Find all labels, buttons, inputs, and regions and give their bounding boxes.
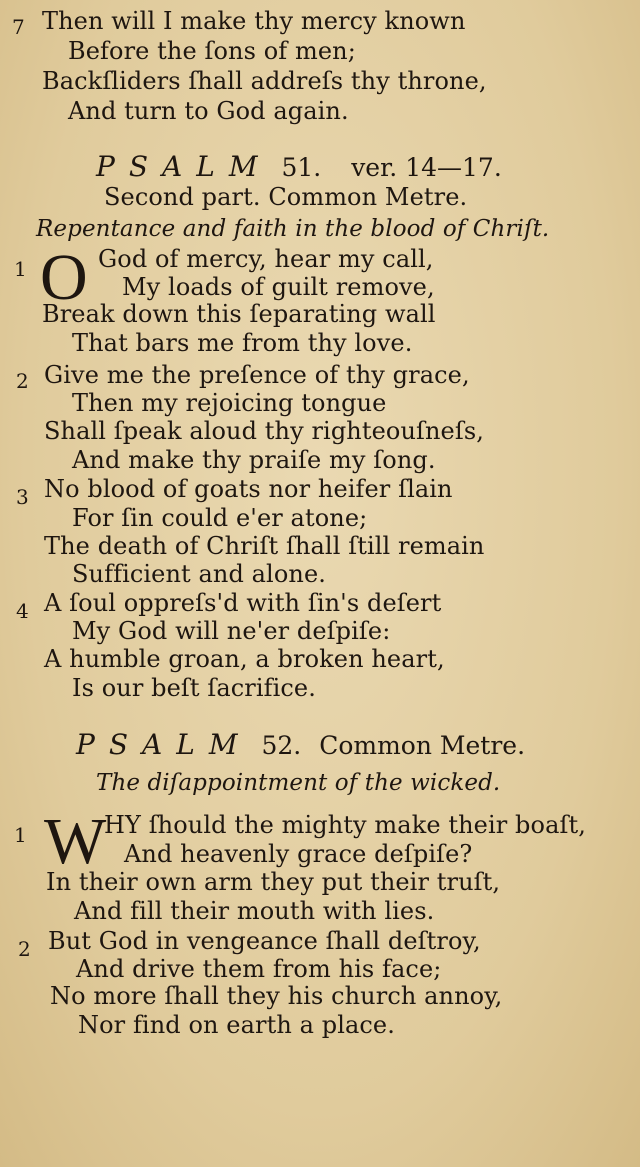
psalm-theme: The diſappointment of the wicked. [96, 770, 501, 796]
verse-line: That bars me from thy love. [72, 329, 413, 357]
verse-line: Break down this ſeparating wall [42, 300, 436, 328]
verse-line: Sufficient and alone. [72, 560, 326, 588]
verse-line: A ſoul oppreſs'd with ſin's deſert [44, 589, 442, 617]
psalm-heading [96, 152, 502, 183]
verse-line: A humble groan, a broken heart, [44, 645, 445, 673]
verse-line: Then my rejoicing tongue [72, 389, 387, 417]
psalm-heading [76, 730, 525, 761]
verse-line: My loads of guilt remove, [122, 273, 435, 301]
verse-line: And fill their mouth with lies. [74, 897, 435, 925]
drop-cap: O [40, 241, 88, 314]
stanza-number: 4 [16, 599, 29, 623]
verse-line: The death of Chriſt ſhall ſtill remain [44, 532, 485, 560]
stanza-number: 3 [16, 485, 29, 509]
stanza-number: 1 [14, 257, 27, 281]
verse-line: Give me the preſence of thy grace, [44, 361, 470, 389]
drop-cap: W [44, 805, 105, 878]
verse-line: Is our beſt ſacrifice. [72, 674, 316, 702]
verse-line: In their own arm they put their truſt, [46, 868, 501, 896]
psalm-subtitle: Common Metre. [319, 731, 526, 760]
verse-line: No more ſhall they his church annoy, [50, 982, 503, 1010]
verse-line: My God will ne'er deſpiſe: [72, 617, 391, 645]
verses-reference: ver. 14—17. [351, 153, 502, 182]
verse-line: For ſin could e'er atone; [72, 504, 368, 532]
psalm-subtitle: Second part. Common Metre. [104, 183, 468, 211]
verse-line: But God in vengeance ſhall deſtroy, [48, 927, 481, 955]
verse-line: And drive them from his face; [76, 955, 442, 983]
verse-line: God of mercy, hear my call, [98, 245, 434, 273]
stanza-number: 1 [14, 823, 27, 847]
psalm-theme: Repentance and faith in the blood of Chriſt. [36, 216, 550, 242]
verse-number: 7 [12, 15, 25, 39]
psalm-number: 51. [281, 153, 322, 182]
psalm-label: PSALM [96, 150, 272, 183]
verse-line: No blood of goats nor heifer ſlain [44, 475, 453, 503]
stanza-number: 2 [16, 369, 29, 393]
verse-line: Before the ſons of men; [68, 37, 356, 65]
verse-line: Backſliders ſhall addreſs thy throne, [42, 67, 487, 95]
verse-line: Then will I make thy mercy known [42, 7, 466, 35]
psalm-number: 52. [261, 731, 302, 760]
verse-line: And make thy praiſe my ſong. [72, 446, 436, 474]
verse-line: HY ſhould the mighty make their boaſt, [104, 811, 586, 839]
verse-line: Nor find on earth a place. [78, 1011, 395, 1039]
psalm-label: PSALM [76, 728, 252, 761]
verse-line: And heavenly grace deſpiſe? [124, 840, 473, 868]
stanza-number: 2 [18, 937, 31, 961]
verse-line: Shall ſpeak aloud thy righteouſneſs, [44, 417, 484, 445]
verse-line: And turn to God again. [68, 97, 349, 125]
